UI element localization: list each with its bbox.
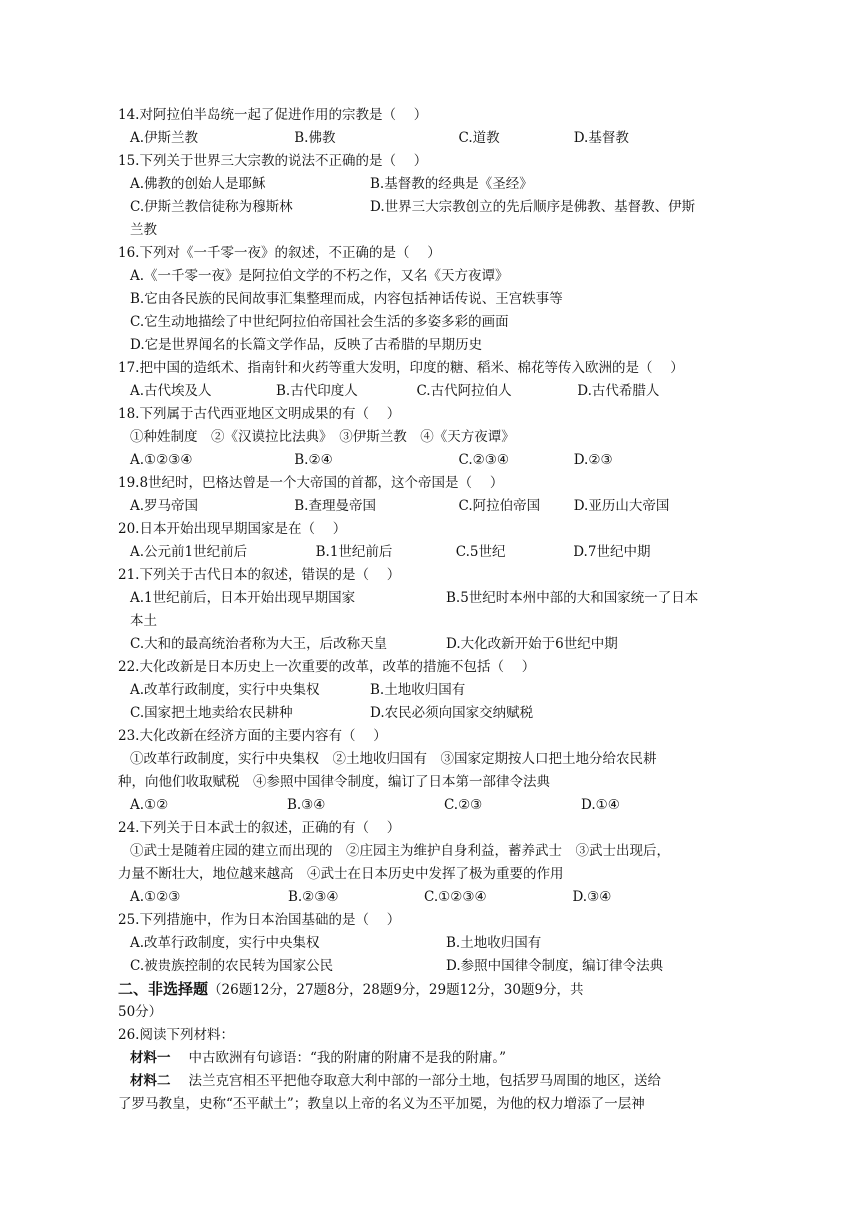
question-25-stem: 25.下列措施中，作为日本治国基础的是（ ） [118,912,401,928]
option-d: D.农民必须向国家交纳赋税 [370,705,534,721]
section-2-heading [118,978,738,1001]
section-2-note-cont: 50分） [118,1004,163,1020]
material-2-text-cont: 了罗马教皇，史称“丕平献土”；教皇以上帝的名义为丕平加冕，为他的权力增添了一层神 [118,1096,645,1112]
material-1 [118,1047,738,1070]
question-18-items: ①种姓制度 ②《汉谟拉比法典》 ③伊斯兰教 ④《天方夜谭》 [130,429,515,445]
option-c: C.国家把土地卖给农民耕种 [130,705,293,721]
question-22-options-cd [118,702,738,725]
question-21-stem: 21.下列关于古代日本的叙述，错误的是（ ） [118,567,401,583]
option-d: D.世界三大宗教创立的先后顺序是佛教、基督教、伊斯 [370,199,696,215]
option-a: A.罗马帝国 [130,498,199,514]
option-c: C.阿拉伯帝国 [458,498,541,514]
option-a: A.①②③ [130,889,181,905]
option-b: B.③④ [286,797,326,813]
section-2-title: 二、非选择题 [118,980,209,998]
question-22-stem: 22.大化改新是日本历史上一次重要的改革，改革的措施不包括（ ） [118,659,536,675]
option-a: A.公元前1世纪前后 [130,544,248,560]
option-b: B.②③④ [287,889,339,905]
option-c: C.②③④ [458,452,509,468]
option-a: A.古代埃及人 [130,383,212,399]
option-c: C.②③ [443,797,483,813]
material-2 [118,1070,738,1093]
option-c: C.被贵族控制的农民转为国家公民 [130,958,334,974]
question-14-stem: 14.对阿拉伯半岛统一起了促进作用的宗教是（ ） [118,107,428,123]
option-b: B.②④ [294,452,333,468]
option-a: A.《一千零一夜》是阿拉伯文学的不朽之作，又名《天方夜谭》 [130,268,509,284]
option-b: B.古代印度人 [276,383,358,399]
question-24-options [118,886,738,909]
option-d: D.亚历山大帝国 [573,498,670,514]
option-a: A.佛教的创始人是耶稣 [130,176,266,192]
option-c: C.大和的最高统治者称为大王，后改称天皇 [130,636,388,652]
question-15-options-ab [118,173,738,196]
option-d: D.参照中国律令制度，编订律令法典 [446,958,664,974]
question-24-stem: 24.下列关于日本武士的叙述，正确的有（ ） [118,820,401,836]
question-25-options-ab [118,932,738,955]
option-b: B.土地收归国有 [370,682,466,698]
question-18-stem: 18.下列属于古代西亚地区文明成果的有（ ） [118,406,401,422]
option-d: D.它是世界闻名的长篇文学作品，反映了古希腊的早期历史 [130,337,483,353]
question-23-stem: 23.大化改新在经济方面的主要内容有（ ） [118,728,387,744]
option-d: D.大化改新开始于6世纪中期 [446,636,618,652]
question-23-items: ①改革行政制度，实行中央集权 ②土地收归国有 ③国家定期按人口把土地分给农民耕 [130,751,657,767]
option-a: A.1世纪前后，日本开始出现早期国家 [130,590,356,606]
option-d: D.②③ [573,452,613,468]
question-17-stem: 17.把中国的造纸术、指南针和火药等重大发明，印度的糖、稻米、棉花等传入欧洲的是（ ） [118,360,684,376]
option-b: B.查理曼帝国 [294,498,376,514]
question-24-items: ①武士是随着庄园的建立而出现的 ②庄园主为维护自身利益，蓄养武士 ③武士出现后， [130,843,670,859]
option-b: B.它由各民族的民间故事汇集整理而成，内容包括神话传说、王宫轶事等 [130,291,563,307]
option-c: C.道教 [458,130,500,146]
question-20-options [118,541,738,564]
option-a: A.改革行政制度，实行中央集权 [130,682,320,698]
option-b: B.基督教的经典是《圣经》 [370,176,533,192]
option-c: C.它生动地描绘了中世纪阿拉伯帝国社会生活的多姿多彩的画面 [130,314,509,330]
option-d: D.古代希腊人 [577,383,660,399]
option-d: D.①④ [581,797,620,813]
question-18-options [118,449,738,472]
question-17-options [118,380,738,403]
question-15-stem: 15.下列关于世界三大宗教的说法不正确的是（ ） [118,153,428,169]
option-c: C.伊斯兰教信徒称为穆斯林 [130,199,293,215]
option-b: B.5世纪时本州中部的大和国家统一了日本 [446,590,699,606]
question-15-continuation: 兰教 [130,222,157,238]
option-c: C.①②③④ [424,889,487,905]
question-23-options [118,794,738,817]
question-21-continuation: 本土 [130,613,157,629]
option-b: B.1世纪前后 [315,544,393,560]
question-19-stem: 19.8世纪时，巴格达曾是一个大帝国的首都，这个帝国是（ ） [118,475,504,491]
question-22-options-ab [118,679,738,702]
option-b: B.土地收归国有 [446,935,542,951]
option-b: B.佛教 [294,130,336,146]
question-20-stem: 20.日本开始出现早期国家是在（ ） [118,521,347,537]
question-26-stem: 26.阅读下列材料： [118,1027,234,1043]
question-25-options-cd [118,955,738,978]
option-c: C.5世纪 [455,544,506,560]
question-19-options [118,495,738,518]
option-d: D.基督教 [573,130,629,146]
option-a: A.①②③④ [130,452,193,468]
material-1-text: 中古欧洲有句谚语：“我的附庸的附庸不是我的附庸。” [188,1050,507,1066]
question-15-options-cd [118,196,738,219]
option-d: D.③④ [572,889,612,905]
option-a: A.伊斯兰教 [130,130,199,146]
option-a: A.①② [130,797,169,813]
material-2-label: 材料二 [130,1073,171,1089]
section-2-note: （26题12分，27题8分，28题9分，29题12分，30题9分，共 [208,982,584,998]
question-24-items-cont: 力量不断壮大，地位越来越高 ④武士在日本历史中发挥了极为重要的作用 [118,866,564,882]
question-23-items-cont: 种，向他们收取赋税 ④参照中国律令制度，编订了日本第一部律令法典 [118,774,550,790]
exam-page [118,104,738,1116]
material-2-text: 法兰克宫相丕平把他夺取意大利中部的一部分土地，包括罗马周围的地区，送给 [188,1073,661,1089]
material-1-label: 材料一 [130,1050,171,1066]
option-d: D.7世纪中期 [573,544,651,560]
option-a: A.改革行政制度，实行中央集权 [130,935,320,951]
question-14-options [118,127,738,150]
question-16-stem: 16.下列对《一千零一夜》的叙述，不正确的是（ ） [118,245,441,261]
question-21-options-cd [118,633,738,656]
question-21-options-ab [118,587,738,610]
option-c: C.古代阿拉伯人 [416,383,512,399]
